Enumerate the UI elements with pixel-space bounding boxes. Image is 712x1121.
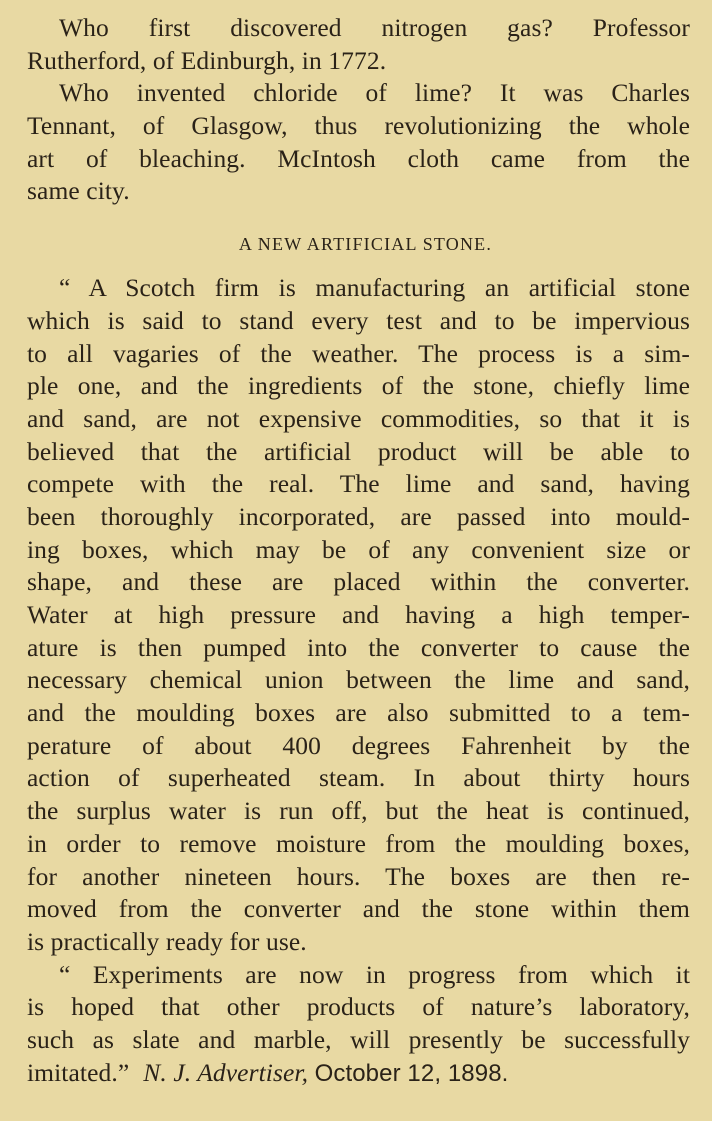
text-line: and the moulding boxes are also submitted to a tem- (27, 698, 690, 728)
text-line: “ A Scotch firm is manufacturing an artificial stone (59, 273, 690, 303)
paragraph-chloride (27, 77, 690, 208)
section-heading: A NEW ARTIFICIAL STONE. (238, 234, 493, 255)
text-line: necessary chemical union between the lime and sand, (27, 665, 690, 695)
text-line: the surplus water is run off, but the heat is continued, (27, 796, 690, 826)
text-line: action of superheated steam. In about thirty hours (27, 763, 690, 793)
text-line: Who invented chloride of lime? It was Charles (59, 78, 690, 108)
text-line: compete with the real. The lime and sand, having (27, 469, 690, 499)
text-line: art of bleaching. McIntosh cloth came from the (27, 143, 690, 173)
text-line: Rutherford, of Edinburgh, in 1772. (27, 45, 387, 75)
text-line: and sand, are not expensive commodities, so that it is (27, 403, 690, 433)
paragraph-nitrogen (27, 12, 690, 77)
text-line: Who first discovered nitrogen gas? Professor (59, 13, 690, 42)
text-line: “ Experiments are now in progress from which it (59, 959, 690, 989)
citation-source: N. J. Advertiser, (143, 1057, 309, 1087)
text-line: ing boxes, which may be of any convenient size or (27, 534, 690, 564)
text-line: in order to remove moisture from the moulding boxes, (27, 828, 690, 858)
text-line: Water at high pressure and having a high temper- (27, 600, 690, 629)
text-line: ature is then pumped into the converter to cause the (27, 632, 690, 662)
text-line: Tennant, of Glasgow, thus revolutionizing the whole (27, 111, 690, 141)
paragraph-experiments (27, 959, 690, 1090)
final-quote-text: imitated.” (27, 1057, 130, 1087)
text-line: is practically ready for use. (27, 926, 307, 956)
text-line: to all vagaries of the weather. The process is a sim- (27, 338, 690, 368)
paragraph-artificial-stone (27, 272, 690, 958)
citation-line (27, 1057, 690, 1090)
text-line: same city. (27, 176, 130, 206)
text-line: believed that the artificial product will be able to (27, 436, 690, 466)
text-line: for another nineteen hours. The boxes are then re- (27, 861, 690, 891)
text-line: perature of about 400 degrees Fahrenheit by the (27, 730, 690, 760)
text-line: such as slate and marble, will presently be successfully (27, 1024, 690, 1054)
text-line: which is said to stand every test and to be impervious (27, 305, 690, 335)
text-line: been thoroughly incorporated, are passed into mould- (27, 501, 690, 531)
text-line: is hoped that other products of nature’s laboratory, (27, 992, 690, 1022)
text-line: moved from the converter and the stone within them (27, 894, 690, 924)
text-line: ple one, and the ingredients of the stone, chiefly lime (27, 371, 690, 401)
text-line: shape, and these are placed within the converter. (27, 567, 690, 597)
citation-date: October 12, 1898. (314, 1059, 509, 1087)
